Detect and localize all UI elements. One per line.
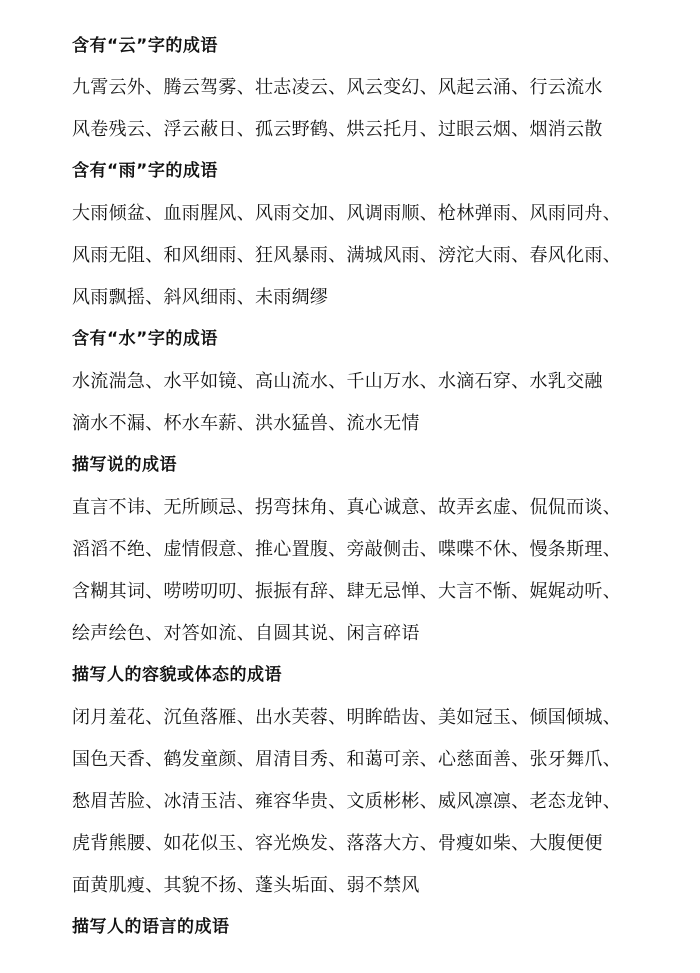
idiom-line: 国色天香、鹤发童颜、眉清目秀、和蔼可亲、心慈面善、张牙舞爪、 xyxy=(72,749,621,770)
idiom-line: 滔滔不绝、虚情假意、推心置腹、旁敲侧击、喋喋不休、慢条斯理、 xyxy=(72,539,621,560)
section-heading: 描写人的容貌或体态的成语 xyxy=(72,665,282,685)
idiom-line: 含糊其词、唠唠叨叨、振振有辞、肆无忌惮、大言不惭、娓娓动听、 xyxy=(72,581,621,602)
idiom-line: 风雨无阻、和风细雨、狂风暴雨、满城风雨、滂沱大雨、春风化雨、 xyxy=(72,245,621,266)
idiom-line: 虎背熊腰、如花似玉、容光焕发、落落大方、骨瘦如柴、大腹便便 xyxy=(72,833,603,854)
idiom-line: 直言不讳、无所顾忌、拐弯抹角、真心诚意、故弄玄虚、侃侃而谈、 xyxy=(72,497,621,518)
idiom-line: 愁眉苦脸、冰清玉洁、雍容华贵、文质彬彬、威风凛凛、老态龙钟、 xyxy=(72,791,621,812)
idiom-line: 风雨飘摇、斜风细雨、未雨绸缪 xyxy=(72,287,329,308)
idiom-line: 水流湍急、水平如镜、高山流水、千山万水、水滴石穿、水乳交融 xyxy=(72,371,603,392)
section-heading: 含有“水”字的成语 xyxy=(72,329,218,349)
idiom-line: 闭月羞花、沉鱼落雁、出水芙蓉、明眸皓齿、美如冠玉、倾国倾城、 xyxy=(72,707,621,728)
idiom-line: 风卷残云、浮云蔽日、孤云野鹤、烘云托月、过眼云烟、烟消云散 xyxy=(72,119,603,140)
idiom-line: 绘声绘色、对答如流、自圆其说、闲言碎语 xyxy=(72,623,420,644)
idiom-line: 面黄肌瘦、其貌不扬、蓬头垢面、弱不禁风 xyxy=(72,875,420,896)
section-heading: 描写人的语言的成语 xyxy=(72,917,230,937)
idiom-line: 九霄云外、腾云驾雾、壮志凌云、风云变幻、风起云涌、行云流水 xyxy=(72,77,603,98)
idiom-line: 大雨倾盆、血雨腥风、风雨交加、风调雨顺、枪林弹雨、风雨同舟、 xyxy=(72,203,621,224)
idiom-line: 滴水不漏、杯水车薪、洪水猛兽、流水无情 xyxy=(72,413,420,434)
section-heading: 含有“云”字的成语 xyxy=(72,36,218,56)
section-heading: 含有“雨”字的成语 xyxy=(72,161,218,181)
section-heading: 描写说的成语 xyxy=(72,455,177,475)
